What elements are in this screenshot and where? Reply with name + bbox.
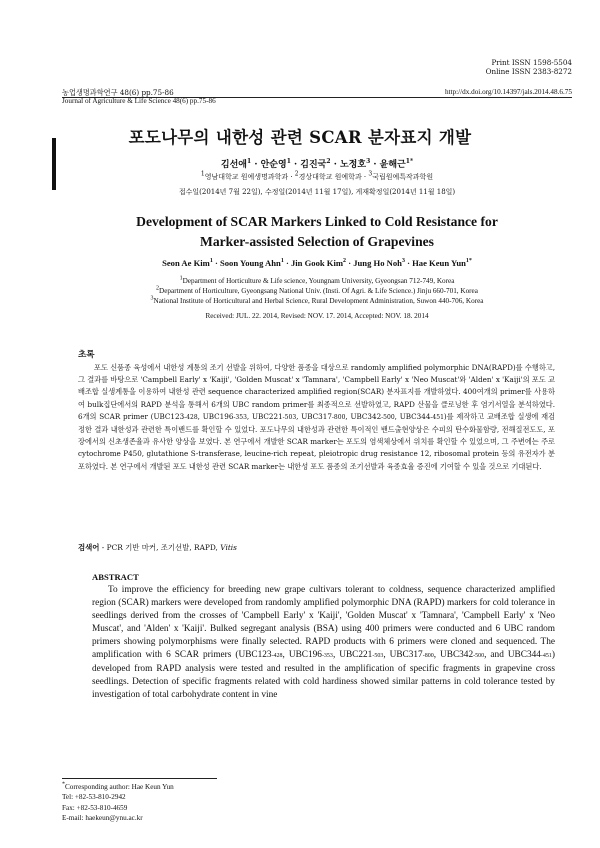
dates-ko: 접수일(2014년 7월 22일), 수정일(2014년 11월 17일), 게재확정일(2014년 11월 18일) (178, 188, 456, 196)
keywords-label: 검색어 (78, 543, 100, 552)
print-issn: Print ISSN 1598-5504 (491, 58, 572, 67)
title-ko: 포도나무의 내한성 관련 SCAR 분자표지 개발 (128, 128, 472, 147)
header-rule (62, 97, 572, 98)
issn-block (352, 58, 572, 76)
author-en: Hae Keun Yun (412, 258, 466, 268)
dates-en: Received: JUL. 22. 2014, Revised: NOV. 17. 2014, Accepted: NOV. 18. 2014 (205, 312, 429, 320)
footnote-tel: Tel: +82-53-810-2942 (62, 793, 126, 802)
abstract-en-heading: ABSTRACT (92, 572, 139, 582)
author-ko: 안순영 (260, 160, 287, 170)
journal-ko: 농업생명과학연구 48(6) pp.75-86 (62, 88, 174, 97)
corresponding-author-footnote: *Corresponding author: Hae Keun Yun Tel: +82-53-810-2942 Fax: +82-53-810-4659 E-mail: haekeun@ynu.ac.kr (62, 781, 174, 823)
online-issn: Online ISSN 2383-8272 (485, 67, 572, 76)
affiliations-en (62, 276, 572, 306)
keywords-ko: 검색어 - PCR 기반 마커, 조기선발, RAPD, Vitis (78, 543, 237, 552)
title-en (62, 212, 572, 252)
footnote-rule (62, 778, 217, 779)
title-en-line: Development of SCAR Markers Linked to Cold Resistance for (136, 214, 498, 229)
affiliations-ko: 1영남대학교 원예생명과학과 · 2경상대학교 원예학과 · 3국립원예특작과학원 (200, 170, 434, 181)
footnote-email[interactable]: E-mail: haekeun@ynu.ac.kr (62, 814, 143, 823)
author-ko: 윤해근 (379, 160, 406, 170)
abstract-ko-body: 포도 신품종 육성에서 내한성 계통의 조기 선발을 위하여, 다양한 품종을 대상으로 randomly amplified polymorphic DNA(RAPD)를 수행하고, 그 결과를 바탕으로 'Campbell Early' x 'Kaiji', 'Golden Muscat' x 'Tamnara', 'Campbell Early' x 'Neo Muscat'와 'Alden' x 'Kaiji'의 포도 교배조합 실생계통을 이용하여 내한성 관련 sequence characterized amplified region(SCAR) 분자표지를 개발하였다. 400여개의 primer를 사용하여 bulk집단에서의 RAPD 분석을 통해서 6개의 UBC random primer를 최종적으로 선발하였고, RAPD 산물을 클로닝한 후 염기서열을 분석하였다. 6개의 SCAR primer (UBC123-428, UBC196-353, UBC221-503, UBC317-800, UBC342-500, UBC344-451)를 제작하고 교배조합 실생에 재검정한 결과 내한성과 관련한 특이밴드를 확인할 수 있었다. 포도나무의 내한성과 관련한 특이적인 밴드출현양상은 수피의 탄수화물함량, 전해질전도도, 포장에서의 신초생존율과 유사한 양상을 보였다. 본 연구에서 개발한 SCAR marker는 포도의 염색체상에서 위치를 확인할 수 있었으며, 그 주변에는 주로 cytochrome P450, glutathione S-transferase, leucine-rich repeat, pleiotropic drug resistance 12, ribosomal protein 등의 유전자가 분포하였다. 본 연구에서 개발된 포도 내한성 관련 SCAR marker는 내한성 포도 품종의 조기선발과 육종효율 증진에 기여할 수 있을 것으로 기대된다. (78, 363, 556, 471)
abstract-en-body: To improve the efficiency for breeding new grape cultivars tolerant to coldness, sequence characterized amplified region (SCAR) markers were developed from randomly amplified polymorphic DNA (RAPD) markers for cold tolerance in seedlings derived from the crosses of 'Campbell Early' x 'Kaiji', 'Golden Muscat' x 'Tamnara', 'Campbell Early' x 'Neo Muscat', and 'Alden' x 'Kaiji'. Bulked segregant analysis (BSA) using 400 primers were conducted and 6 UBC random primers showing polymorphisms were finally selected. RAPD products with 6 primers were cloned and sequenced. The amplification with 6 SCAR primers (UBC123-428, UBC196-353, UBC221-503, UBC317-800, UBC342-500, and UBC344-451) developed from RAPD analysis were tested and resulted in the amplification of specific fragments in grapevine cross seedlings. Detection of specific fragments related with cold hardiness showed similar patterns in cold tolerance tested by investigation of total carbohydrate content in vine (92, 585, 556, 701)
abstract-ko-heading: 초록 (78, 350, 95, 360)
affiliation-en: $^1$Department of Horticulture & Life science, Youngnam University, Gyeongsan 712-749, Korea (179, 275, 455, 285)
footnote-fax: Fax: +82-53-810-4659 (62, 803, 128, 812)
author-en: Jin Gook Kim (290, 258, 344, 268)
journal-en: Journal of Agriculture & Life Science 48(6) pp.75-86 (62, 97, 216, 105)
authors-ko: 김선애$^1$ · 안순영$^1$ · 김진국$^2$ · 노정호$^3$ · 윤해근$^{1*}$ (220, 158, 414, 170)
title-en-line: Marker-assisted Selection of Grapevines (200, 234, 434, 249)
authors-en: Seon Ae Kim$^1$ · Soon Young Ahn$^1$ · Jin Gook Kim$^2$ · Jung Ho Noh$^3$ · Hae Keun Yun$^{1*}$ (162, 258, 472, 268)
author-ko: 김진국 (300, 160, 327, 170)
doi-link[interactable]: http://dx.doi.org/10.14397/jals.2014.48.6.75 (444, 88, 572, 96)
author-ko: 김선애 (220, 160, 248, 170)
author-ko: 노정호 (339, 160, 367, 170)
author-en: Seon Ae Kim (162, 258, 210, 268)
affiliation-en: $^3$National Institute of Horticultural and Herbal Science, Rural Development Administration, Suwon 440-706, Korea (150, 295, 484, 305)
affiliation-en: $^2$Department of Horticulture, Gyeongsang National Univ. (Insti. Of Agri. & Life Science.) Jinju 660-701, Korea (156, 285, 478, 295)
author-en: Jung Ho Noh (353, 258, 402, 268)
author-en: Soon Young Ahn (219, 258, 281, 268)
